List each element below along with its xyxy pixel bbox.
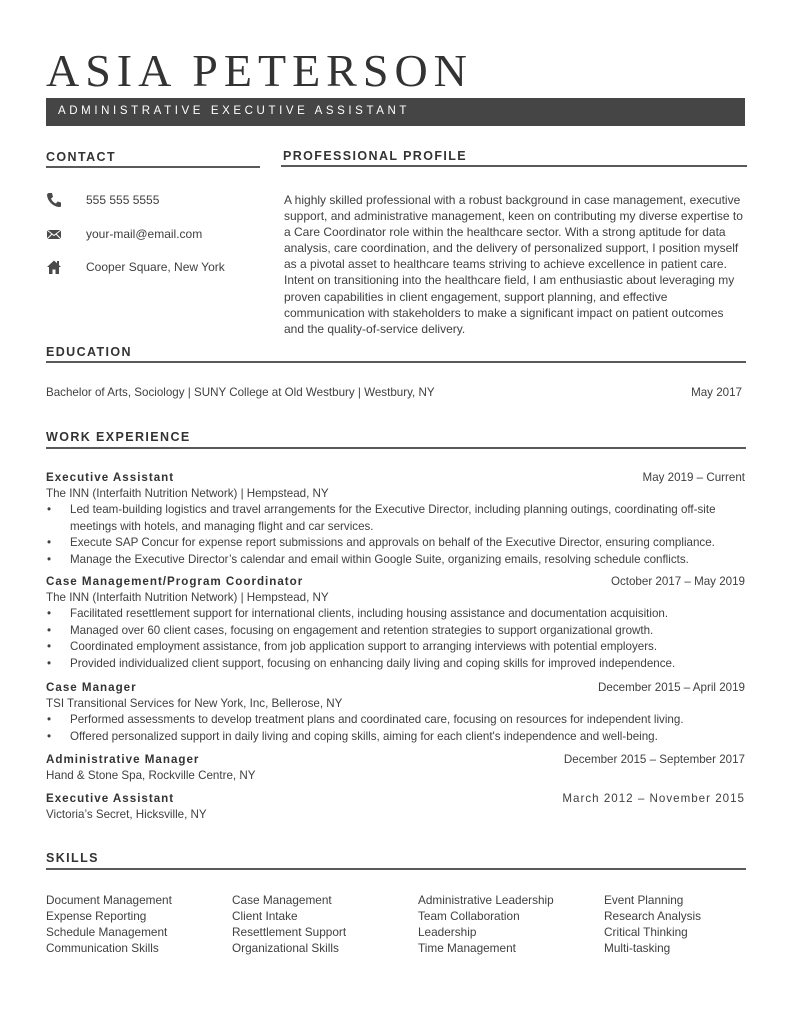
skill-item: Organizational Skills — [232, 941, 339, 955]
contact-email — [46, 226, 266, 244]
job-organization: Victoria’s Secret, Hicksville, NY — [46, 808, 207, 821]
resume-name: ASIA PETERSON — [46, 45, 473, 96]
job-entry — [46, 752, 745, 784]
contact-phone-text: 555 555 5555 — [86, 193, 160, 207]
job-bullet: • Managed over 60 client cases, focusing on engagement and retention strategies to support organizational growth. — [46, 623, 745, 640]
job-bullet: • Provided individualized client support, focusing on enhancing daily living and coping skills for improved independence. — [46, 656, 745, 673]
job-date: December 2015 – September 2017 — [563, 753, 745, 766]
profile-rule — [281, 165, 747, 167]
job-date: May 2019 – Current — [642, 471, 745, 484]
skill-item: Client Intake — [232, 909, 298, 923]
phone-icon — [46, 192, 64, 210]
job-organization: The INN (Interfaith Nutrition Network) | Hempstead, NY — [46, 591, 329, 604]
skill-item: Communication Skills — [46, 941, 159, 955]
education-rule — [46, 361, 746, 363]
job-bullet: • Execute SAP Concur for expense report submissions and approvals on behalf of the Executive Director, ensuring compliance. — [46, 535, 745, 552]
job-entry — [46, 574, 745, 672]
job-date: December 2015 – April 2019 — [598, 681, 745, 694]
skill-item: Leadership — [418, 925, 477, 939]
skill-item: Multi-tasking — [604, 941, 671, 955]
job-title: Case Manager — [46, 681, 137, 694]
profile-heading: PROFESSIONAL PROFILE — [283, 149, 468, 163]
home-icon — [46, 259, 64, 277]
job-entry — [46, 791, 745, 823]
job-bullets — [46, 712, 745, 745]
job-bullets — [46, 606, 745, 672]
job-organization: The INN (Interfaith Nutrition Network) | Hempstead, NY — [46, 487, 329, 500]
job-entry — [46, 680, 745, 745]
skill-item: Time Management — [418, 941, 516, 955]
education-entry: Bachelor of Arts, Sociology | SUNY College at Old Westbury | Westbury, NY — [46, 386, 435, 399]
skill-item: Research Analysis — [604, 909, 702, 923]
skill-item: Team Collaboration — [418, 909, 520, 923]
job-bullet: • Offered personalized support in daily living and coping skills, aiming for each client's independence and well-being. — [46, 729, 745, 746]
skill-item: Administrative Leadership — [418, 893, 554, 907]
skill-item: Schedule Management — [46, 925, 168, 939]
job-organization: Hand & Stone Spa, Rockville Centre, NY — [46, 769, 256, 782]
job-bullet: • Manage the Executive Director’s calendar and email within Google Suite, organizing emails, resolving schedule conflicts. — [46, 552, 745, 569]
job-bullet: • Coordinated employment assistance, from job application support to arranging interviews with potential employers. — [46, 639, 745, 656]
skill-item: Event Planning — [604, 893, 684, 907]
education-date: May 2017 — [691, 386, 742, 399]
job-bullet: • Facilitated resettlement support for international clients, including housing assistance and documentation acquisition. — [46, 606, 745, 623]
contact-phone — [46, 192, 266, 210]
skill-item: Critical Thinking — [604, 925, 688, 939]
skills-rule — [46, 868, 746, 870]
contact-address — [46, 259, 266, 277]
contact-heading: CONTACT — [46, 150, 116, 164]
job-title: Executive Assistant — [46, 792, 175, 805]
work-heading: WORK EXPERIENCE — [46, 430, 191, 444]
contact-rule — [46, 166, 260, 168]
skill-item: Resettlement Support — [232, 925, 347, 939]
job-title-text: ADMINISTRATIVE EXECUTIVE ASSISTANT — [58, 105, 411, 117]
contact-address-text: Cooper Square, New York — [86, 260, 225, 274]
mail-icon — [46, 226, 64, 244]
profile-text: A highly skilled professional with a robust background in case management, executive support, and administrative management, keen on contributing my diverse expertise to a Care Coordinator role within the healthcare sector. With a strong aptitude for data analysis, care coordination, and the delivery of personalized support, I position myself as a pivotal asset to healthcare teams striving to achieve excellence in patient care. Intent on transitioning into the healthcare field, I am enthusiastic about leveraging my proven capabilities in client engagement, support planning, and effective communication with stakeholders to make a significant impact on patient outcomes and the quality-of-service delivery. — [284, 193, 743, 336]
job-organization: TSI Transitional Services for New York, Inc, Bellerose, NY — [46, 697, 343, 710]
job-title: Administrative Manager — [46, 753, 200, 766]
job-title-banner — [46, 98, 745, 126]
job-bullet: • Performed assessments to develop treatment plans and coordinated care, focusing on resources for independent living. — [46, 712, 745, 729]
contact-email-text[interactable]: your-mail@email.com — [86, 227, 203, 241]
education-heading: EDUCATION — [46, 345, 132, 359]
job-bullet: • Led team-building logistics and travel arrangements for the Executive Director, including planning outings, coordinating off-site meetings with hotels, and managing flight and car services. — [46, 502, 745, 535]
skills-heading: SKILLS — [46, 851, 99, 865]
job-title: Case Management/Program Coordinator — [46, 575, 304, 588]
job-date: October 2017 – May 2019 — [610, 575, 745, 588]
skill-item: Expense Reporting — [46, 909, 147, 923]
job-date: March 2012 – November 2015 — [562, 792, 745, 805]
job-title: Executive Assistant — [46, 471, 175, 484]
skill-item: Case Management — [232, 893, 332, 907]
skill-item: Document Management — [46, 893, 172, 907]
job-entry — [46, 470, 745, 568]
job-bullets — [46, 502, 745, 568]
skills-grid — [46, 892, 746, 956]
work-rule — [46, 447, 746, 449]
